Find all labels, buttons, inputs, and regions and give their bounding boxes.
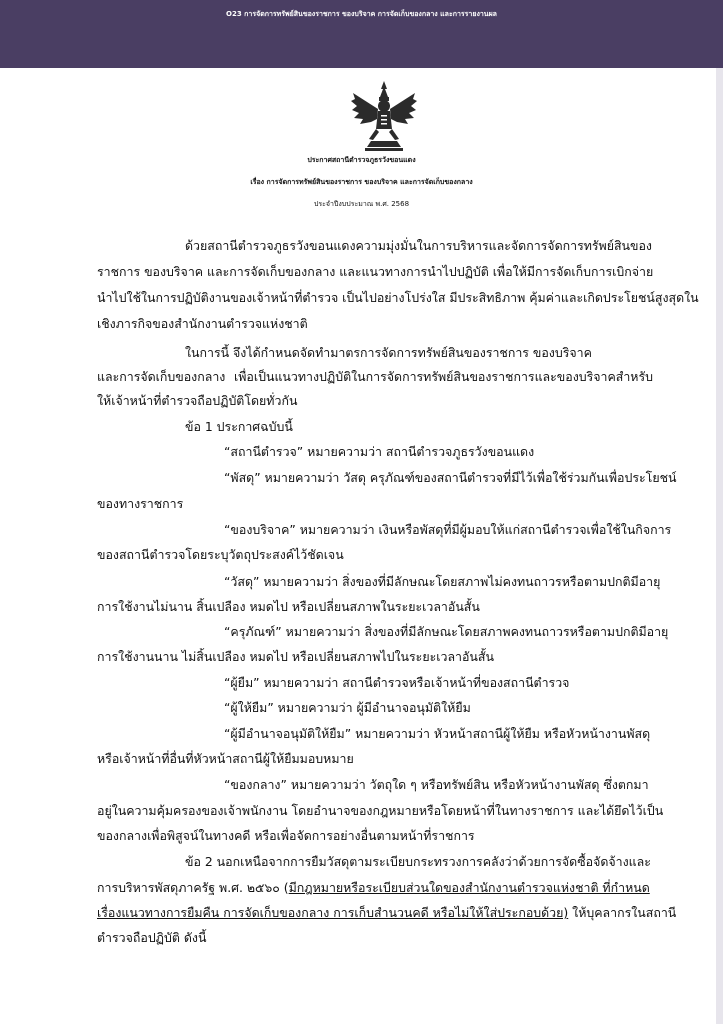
body-line: และการจัดเก็บของกลาง เพื่อเป็นแนวทางปฏิบัติในการจัดการทรัพย์สินของราชการและของบริจาคสำหรับ [97,369,653,384]
body-line: ของทางราชการ [97,496,184,511]
body-line: เรื่องแนวทางการยืมคืน การจัดเก็บของกลาง การเก็บสำนวนคดี หรือไม่ให้ใส่ประกอบด้วย) ให้บุคลากรในสถานี [97,905,677,920]
definition-item: “ผู้ยืม” หมายความว่า สถานีตำรวจหรือเจ้าหน้าที่ของสถานีตำรวจ [224,675,570,690]
body-line: ตำรวจถือปฏิบัติ ดังนี้ [97,930,207,945]
page-edge-shadow [716,68,723,1024]
definition-item: “ผู้ให้ยืม” หมายความว่า ผู้มีอำนาจอนุมัติให้ยืม [224,700,471,715]
body-line: อยู่ในความคุ้มครองของเจ้าพนักงาน โดยอำนาจของกฎหมายหรือโดยหน้าที่ในทางราชการ และได้ยึดไว้เป็น [97,803,664,818]
body-line: ราชการ ของบริจาค และการจัดเก็บของกลาง และแนวทางการนำไปปฏิบัติ เพื่อให้มีการจัดเก็บการเบิกจ่าย [97,264,654,279]
underlined-note: มีกฎหมายหรือระเบียบส่วนใดของสำนักงานตำรวจแห่งชาติ ที่กำหนด [288,880,650,895]
definition-item: “ของกลาง” หมายความว่า วัตถุใด ๆ หรือทรัพย์สิน หรือหัวหน้างานพัสดุ ซึ่งตกมา [224,777,649,792]
header-bar [0,0,723,68]
body-line: ให้เจ้าหน้าที่ตำรวจถือปฏิบัติโดยทั่วกัน [97,393,298,408]
document-fiscal-year: ประจำปีงบประมาณ พ.ศ. 2568 [313,200,410,208]
body-line: ด้วยสถานีตำรวจภูธรวังขอนแดงความมุ่งมั่นในการบริหารและจัดการจัดการทรัพย์สินของ [185,238,652,253]
section-heading: ข้อ 2 นอกเหนือจากการยืมวัสดุตามระเบียบกระทรวงการคลังว่าด้วยการจัดซื้อจัดจ้างและ [185,854,651,869]
definition-item: “ผู้มีอำนาจอนุมัติให้ยืม” หมายความว่า หัวหน้าสถานีผู้ให้ยืม หรือหัวหน้างานพัสดุ [224,726,651,741]
body-line: ของกลางเพื่อพิสูจน์ในทางคดี หรือเพื่อจัดการอย่างอื่นตามหน้าที่ราชการ [97,828,475,843]
body-line: หรือเจ้าหน้าที่อื่นที่หัวหน้าสถานีผู้ให้ยืมมอบหมาย [97,751,354,766]
definition-item: “สถานีตำรวจ” หมายความว่า สถานีตำรวจภูธรวังขอนแดง [224,444,535,459]
document-title: ประกาศสถานีตำรวจภูธรวังขอนแดง [307,156,416,164]
body-line: การใช้งานไม่นาน สิ้นเปลือง หมดไป หรือเปลี่ยนสภาพในระยะเวลาอันสั้น [97,599,480,614]
document-subject: เรื่อง การจัดการทรัพย์สินของราชการ ของบริจาค และการจัดเก็บของกลาง [250,178,473,186]
body-line: ในการนี้ จึงได้กำหนดจัดทำมาตรการจัดการทรัพย์สินของราชการ ของบริจาค [185,345,592,360]
section-heading: ข้อ 1 ประกาศฉบับนี้ [185,419,293,434]
garuda-emblem-icon [349,79,419,153]
body-line: ของสถานีตำรวจโดยระบุวัตถุประสงค์ไว้ชัดเจน [97,547,344,562]
body-line: เชิงภารกิจของสำนักงานตำรวจแห่งชาติ [97,316,308,331]
underlined-note: เรื่องแนวทางการยืมคืน การจัดเก็บของกลาง การเก็บสำนวนคดี หรือไม่ให้ใส่ประกอบด้วย) [97,905,569,920]
body-line: นำไปใช้ในการปฏิบัติงานของเจ้าหน้าที่ตำรวจ เป็นไปอย่างโปร่งใส มีประสิทธิภาพ คุ้มค่าและเกิดประโยชน์สูงสุดใน [97,290,699,305]
body-line: การใช้งานนาน ไม่สิ้นเปลือง หมดไป หรือเปลี่ยนสภาพไปในระยะเวลาอันสั้น [97,649,494,664]
definition-item: “พัสดุ” หมายความว่า วัสดุ ครุภัณฑ์ของสถานีตำรวจที่มีไว้เพื่อใช้ร่วมกันเพื่อประโยชน์ [224,470,677,485]
definition-item: “ของบริจาค” หมายความว่า เงินหรือพัสดุที่มีผู้มอบให้แก่สถานีตำรวจเพื่อใช้ในกิจการ [224,522,672,537]
body-line: การบริหารพัสดุภาครัฐ พ.ศ. ๒๕๖๐ (มีกฎหมายหรือระเบียบส่วนใดของสำนักงานตำรวจแห่งชาติ ที่กำหนด [97,880,650,895]
definition-item: “วัสดุ” หมายความว่า สิ่งของที่มีลักษณะโดยสภาพไม่คงทนถาวรหรือตามปกติมีอายุ [224,574,661,589]
definition-item: “ครุภัณฑ์” หมายความว่า สิ่งของที่มีลักษณะโดยสภาพคงทนถาวรหรือตามปกติมีอายุ [224,624,669,639]
page-title: O23 การจัดการทรัพย์สินของราชการ ของบริจาค การจัดเก็บของกลาง และการรายงานผล [226,10,497,18]
